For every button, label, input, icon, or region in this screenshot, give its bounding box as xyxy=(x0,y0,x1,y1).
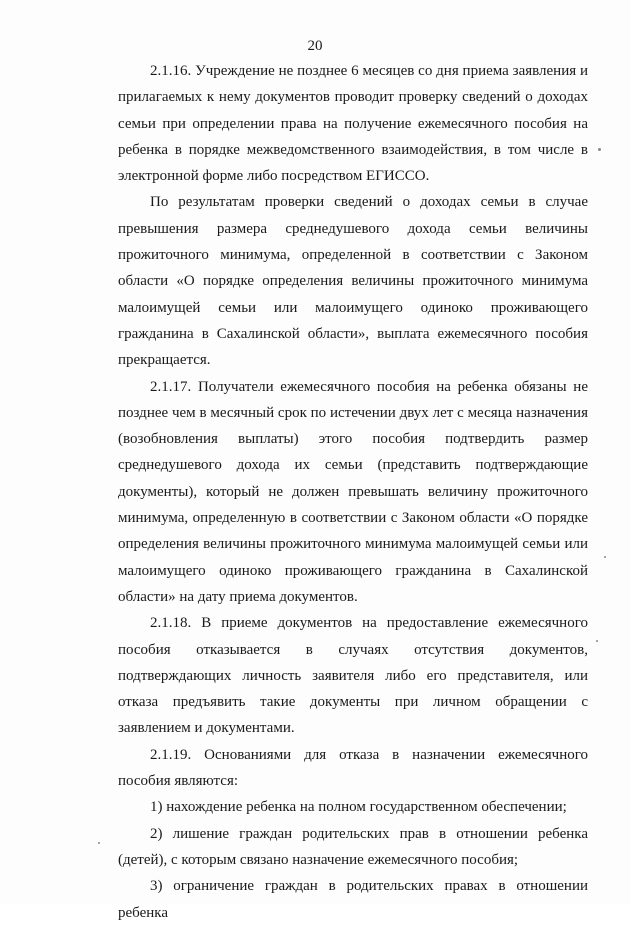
list-item-1: 1) нахождение ребенка на полном государственном обеспечении; xyxy=(150,799,567,816)
page-number: 20 xyxy=(307,38,323,54)
paragraph-2-1-16: 2.1.16. Учреждение не позднее 6 месяцев со дня приема заявления и прилагаемых к нему документов проводит проверку сведений о доходах семьи при определении права на получение ежемесячного пособия на ребенка в порядке межведомственного взаимодействия, в том числе в электронной форме либо посредством ЕГИССО. xyxy=(118,63,588,185)
list-item-3: 3) ограничение граждан в родительских правах в отношении ребенка xyxy=(118,878,588,921)
scan-speck xyxy=(598,148,601,151)
paragraph-2-1-17: 2.1.17. Получатели ежемесячного пособия на ребенка обязаны не позднее чем в месячный срок по истечении двух лет с месяца назначения (возобновления выплаты) этого пособия подтвердить размер среднедушевого дохода их семьи (представить подтверждающие документы), который не должен превышать величину прожиточного минимума, определенную в соответствии с Законом области «О порядке определения величины прожиточного минимума малоимущей семьи или малоимущего одиноко проживающего гражданина в Сахалинской области» на дату приема документов. xyxy=(118,378,588,605)
scan-speck xyxy=(604,556,606,558)
scan-speck xyxy=(596,640,598,642)
list-item-2: 2) лишение граждан родительских прав в отношении ребенка (детей), с которым связано назначение ежемесячного пособия; xyxy=(118,825,588,868)
paragraph-2-1-19: 2.1.19. Основаниями для отказа в назначении ежемесячного пособия являются: xyxy=(118,746,588,790)
paragraph-2-1-18: 2.1.18. В приеме документов на предоставление ежемесячного пособия отказывается в случаях отсутствия документов, подтверждающих личность заявителя либо его представителя, или отказа предъявить такие документы при личном обращении с заявлением и документами. xyxy=(118,615,588,737)
scan-speck xyxy=(98,842,100,844)
paragraph-verification-results: По результатам проверки сведений о доходах семьи в случае превышения размера среднедушевого дохода семьи величины прожиточного минимума, определенной в соответствии с Законом области «О порядке определения величины прожиточного минимума малоимущей семьи или малоимущего одиноко проживающего гражданина в Сахалинской области», выплата ежемесячного пособия прекращается. xyxy=(118,194,588,369)
document-body xyxy=(118,58,588,926)
